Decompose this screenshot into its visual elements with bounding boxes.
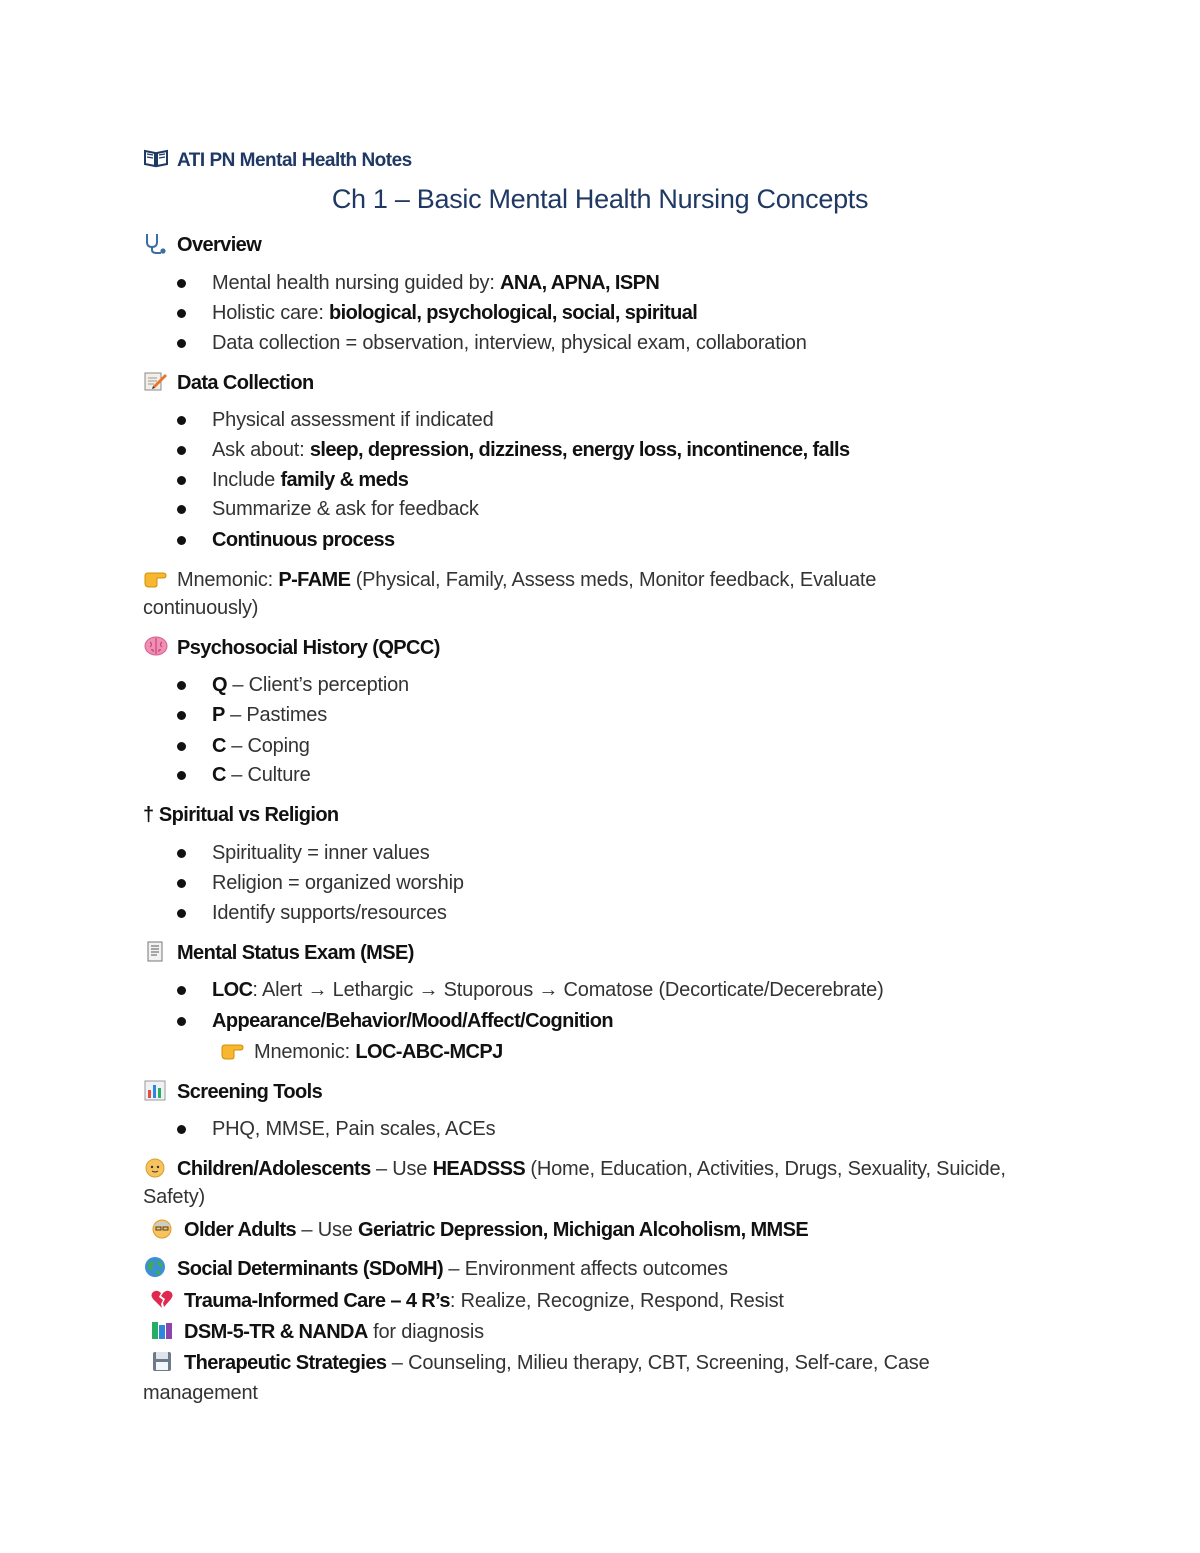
doc-header-line — [143, 146, 1060, 175]
list-item: Continuous process — [212, 529, 395, 551]
overview-heading: Overview — [177, 234, 262, 256]
list-item: C – Coping — [212, 735, 310, 757]
memo-pencil-icon — [143, 370, 169, 392]
list-item: Include family & meds — [212, 469, 409, 491]
children-line: Children/Adolescents – Use HEADSSS (Home, Education, Activities, Drugs, Sexuality, Suicide, — [143, 1155, 1060, 1184]
bullet-dot — [177, 681, 186, 690]
spiritual-heading-line — [143, 801, 1060, 830]
mse-heading: Mental Status Exam (MSE) — [177, 942, 414, 964]
list-item: Spirituality = inner values — [212, 842, 430, 864]
page-title: Ch 1 – Basic Mental Health Nursing Concepts — [331, 184, 869, 214]
bullet-dot — [177, 879, 186, 888]
bullet-dot — [177, 476, 186, 485]
floppy-disk-icon — [150, 1350, 176, 1372]
list-item: P – Pastimes — [212, 704, 328, 726]
pointing-hand-icon — [143, 567, 169, 589]
pointing-hand-icon — [220, 1039, 246, 1061]
bullet-dot — [177, 446, 186, 455]
older-person-icon — [150, 1217, 176, 1239]
trauma-line: Trauma-Informed Care – 4 R’s: Realize, Recognize, Respond, Resist — [150, 1287, 1060, 1316]
older-adults-line: Older Adults – Use Geriatric Depression, Michigan Alcoholism, MMSE — [150, 1216, 1060, 1245]
list-item: Ask about: sleep, depression, dizziness, energy loss, incontinence, falls — [212, 439, 850, 461]
bullet-dot — [177, 742, 186, 751]
list-item: Summarize & ask for feedback — [212, 498, 479, 520]
bullet-dot — [177, 279, 186, 288]
list-item: Mental health nursing guided by: ANA, APNA, ISPN — [212, 272, 660, 294]
bullet-dot — [177, 536, 186, 545]
bullet-dot — [177, 711, 186, 720]
list-item: LOC: Alert → Lethargic → Stuporous → Comatose (Decorticate/Decerebrate) — [212, 979, 884, 1001]
doc-header: ATI PN Mental Health Notes — [177, 150, 412, 171]
bullet-dot — [177, 505, 186, 514]
list-item: Q – Client’s perception — [212, 674, 409, 696]
list-item: Holistic care: biological, psychological, social, spiritual — [212, 302, 698, 324]
bar-chart-icon — [143, 1079, 169, 1101]
books-icon — [150, 1319, 176, 1341]
list-item: Appearance/Behavior/Mood/Affect/Cognition — [212, 1010, 613, 1032]
pfame-mnemonic: Mnemonic: P-FAME (Physical, Family, Assess meds, Monitor feedback, Evaluate — [143, 566, 1060, 595]
psychosocial-heading: Psychosocial History (QPCC) — [177, 637, 440, 659]
mse-heading-line — [143, 939, 1060, 968]
bullet-dot — [177, 1125, 186, 1134]
overview-heading-line — [143, 231, 1060, 260]
sdomh-line: Social Determinants (SDoMH) – Environment affects outcomes — [143, 1255, 1060, 1284]
bullet-dot — [177, 849, 186, 858]
list-item: Physical assessment if indicated — [212, 409, 494, 431]
bullet-dot — [177, 339, 186, 348]
data-collection-heading: Data Collection — [177, 372, 314, 394]
dsm-line: DSM-5-TR & NANDA for diagnosis — [150, 1318, 1060, 1347]
screening-heading: Screening Tools — [177, 1081, 323, 1103]
therapeutic-line-cont: management — [143, 1382, 258, 1404]
therapeutic-line: Therapeutic Strategies – Counseling, Milieu therapy, CBT, Screening, Self-care, Case — [150, 1349, 1060, 1378]
list-item: Religion = organized worship — [212, 872, 464, 894]
pfame-mnemonic-cont: continuously) — [143, 597, 259, 619]
baby-icon — [143, 1156, 169, 1178]
cross-symbol: † — [143, 804, 154, 826]
bullet-dot — [177, 416, 186, 425]
open-book-icon — [143, 147, 169, 169]
list-item: PHQ, MMSE, Pain scales, ACEs — [212, 1118, 496, 1140]
mse-mnemonic: Mnemonic: LOC-ABC-MCPJ — [220, 1038, 1060, 1067]
psychosocial-heading-line — [143, 634, 1060, 663]
list-item: Data collection = observation, interview, physical exam, collaboration — [212, 332, 807, 354]
list-item: C – Culture — [212, 764, 311, 786]
bullet-dot — [177, 309, 186, 318]
clipboard-icon — [143, 940, 169, 962]
stethoscope-icon — [143, 232, 169, 254]
bullet-dot — [177, 1017, 186, 1026]
list-item: Identify supports/resources — [212, 902, 447, 924]
screening-heading-line — [143, 1078, 1060, 1107]
brain-icon — [143, 635, 169, 657]
bullet-dot — [177, 771, 186, 780]
children-line-cont: Safety) — [143, 1186, 205, 1208]
spiritual-heading: Spiritual vs Religion — [158, 804, 339, 826]
broken-heart-icon — [150, 1288, 176, 1310]
globe-icon — [143, 1256, 169, 1278]
data-collection-heading-line — [143, 369, 1060, 398]
bullet-dot — [177, 909, 186, 918]
bullet-dot — [177, 986, 186, 995]
